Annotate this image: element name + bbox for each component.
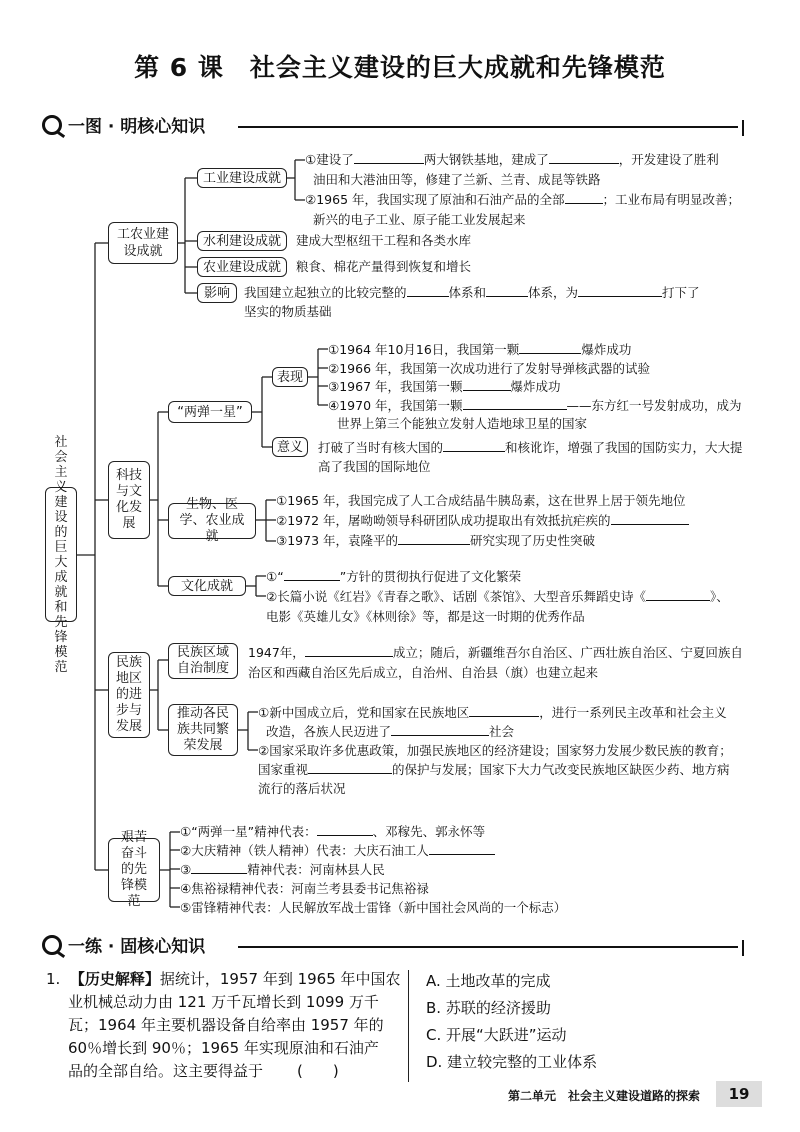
q-logo-icon xyxy=(42,935,62,955)
root-box: 社会主义建设的巨大成就和先锋模范 xyxy=(45,487,77,622)
node-two-bombs-one-star: “两弹一星” xyxy=(168,401,252,423)
question-line: 据统计，1957 年到 1965 年中国农 xyxy=(159,970,401,988)
node-agriculture: 农业建设成就 xyxy=(197,257,287,277)
node-culture: 文化成就 xyxy=(168,576,246,596)
bio-line-1: ①1965 年，我国完成了人工合成结晶牛胰岛素，这在世界上居于领先地位 xyxy=(276,493,686,508)
branch-pioneers: 艰苦奋斗的先锋模范 xyxy=(108,838,160,902)
question-tag: 【历史解释】 xyxy=(69,970,160,988)
industry-line-1: ①建设了 两大钢铁基地，建成了 ，开发建设了胜利 xyxy=(305,152,719,167)
impact-line-1: 我国建立起独立的比较完整的 体系和 体系，为 打下了 xyxy=(244,285,700,300)
question-line: 60％增长到 90％；1965 年实现原油和石油产 xyxy=(68,1039,379,1057)
meaning-line-1: 打破了当时有核大国的 和核讹诈，增强了我国的国防实力，大大提 xyxy=(318,440,743,455)
impact-line-2: 坚实的物质基础 xyxy=(244,304,332,319)
prosper-line-2: 改造，各族人民迈进了 社会 xyxy=(266,724,515,739)
water-text: 建成大型枢纽干工程和各类水库 xyxy=(296,233,472,248)
section-title: 一练 · 固核心知识 xyxy=(68,937,206,957)
divider xyxy=(238,946,738,948)
pioneer-line-4: ④焦裕禄精神代表：河南兰考县委书记焦裕禄 xyxy=(180,881,429,896)
autonomy-line-2: 治区和西藏自治区先后成立，自治州、自治县（旗）也建立起来 xyxy=(248,665,599,680)
pioneer-line-5: ⑤雷锋精神代表：人民解放军战士雷锋（新中国社会风尚的一个标志） xyxy=(180,900,567,915)
meaning-line-2: 高了我国的国际地位 xyxy=(318,459,431,474)
show-line-3: ③1967 年，我国第一颗 爆炸成功 xyxy=(328,379,561,394)
autonomy-line-1: 1947年， 成立；随后，新疆维吾尔自治区、广西壮族自治区、宁夏回族自 xyxy=(248,645,743,660)
question-line: 瓦；1964 年主要机器设备自给率由 1957 年的 xyxy=(68,1016,384,1034)
question-1 xyxy=(46,968,401,1083)
bio-line-3: ③1973 年，袁隆平的 研究实现了历史性突破 xyxy=(276,533,596,548)
branch-ethnic-regions: 民族地区的进步与发展 xyxy=(108,652,150,738)
node-common-prosperity: 推动各民族共同繁荣发展 xyxy=(168,704,238,756)
divider-tail xyxy=(736,940,744,956)
branch-industry-agri: 工农业建设成就 xyxy=(108,222,178,264)
node-meaning: 意义 xyxy=(272,437,308,457)
answer-paren: ( ) xyxy=(297,1062,339,1080)
footer-unit: 第二单元 社会主义建设道路的探索 xyxy=(508,1089,701,1103)
page-number: 19 xyxy=(716,1081,762,1107)
pioneer-line-2: ②大庆精神（铁人精神）代表：大庆石油工人 xyxy=(180,841,495,860)
show-line-5: 世界上第三个能独立发射人造地球卫星的国家 xyxy=(337,416,588,431)
node-impact: 影响 xyxy=(197,283,237,303)
question-line: 品的全部自给。这主要得益于 xyxy=(68,1062,264,1080)
node-water: 水利建设成就 xyxy=(197,231,287,251)
section-header-2 xyxy=(42,932,205,957)
node-industry: 工业建设成就 xyxy=(197,168,287,188)
bio-line-2: ②1972 年，屠呦呦领导科研团队成功提取出有效抵抗疟疾的 xyxy=(276,511,689,530)
question-line: 业机械总动力由 121 万千瓦增长到 1099 万千 xyxy=(68,993,379,1011)
show-line-2: ②1966 年，我国第一次成功进行了发射导弹核武器的试验 xyxy=(328,361,650,376)
show-line-1: ①1964 年10月16日，我国第一颗 爆炸成功 xyxy=(328,342,632,357)
branch-tech-culture: 科技与文化发展 xyxy=(108,461,150,539)
option-c[interactable]: C. 开展“大跃进”运动 xyxy=(426,1026,567,1044)
culture-line-1: ①“ ”方针的贯彻执行促进了文化繁荣 xyxy=(266,569,522,584)
node-regional-autonomy: 民族区域自治制度 xyxy=(168,643,238,679)
industry-line-4: 新兴的电子工业、原子能工业发展起来 xyxy=(313,212,526,227)
industry-line-3: ②1965 年，我国实现了原油和石油产品的全部 ；工业布局有明显改善； xyxy=(305,192,741,207)
options-list xyxy=(426,968,597,1076)
section-title: 一图 · 明核心知识 xyxy=(68,117,206,137)
industry-line-2: 油田和大港油田等，修建了兰新、兰青、成昆等铁路 xyxy=(313,172,601,187)
show-line-4: ④1970 年，我国第一颗 ——东方红一号发射成功，成为 xyxy=(328,398,742,413)
agri-text: 粮食、棉花产量得到恢复和增长 xyxy=(296,259,472,274)
culture-line-3: 电影《英雄儿女》《林则徐》等，都是这一时期的优秀作品 xyxy=(266,609,585,624)
node-bio-med-agri: 生物、医学、农业成就 xyxy=(168,503,256,539)
option-d[interactable]: D. 建立较完整的工业体系 xyxy=(426,1053,598,1071)
node-show: 表现 xyxy=(272,367,308,387)
vertical-divider xyxy=(408,970,409,1082)
question-number: 1. xyxy=(46,970,61,988)
prosper-line-5: 流行的落后状况 xyxy=(258,781,346,796)
prosper-line-1: ①新中国成立后，党和国家在民族地区 ，进行一系列民主改革和社会主义 xyxy=(258,705,727,720)
pioneer-line-1: ①“两弹一星”精神代表： 、邓稼先、郭永怀等 xyxy=(180,824,486,839)
option-b[interactable]: B. 苏联的经济援助 xyxy=(426,999,551,1017)
prosper-line-3: ②国家采取许多优惠政策，加强民族地区的经济建设；国家努力发展少数民族的教育； xyxy=(258,743,732,758)
prosper-line-4: 国家重视 的保护与发展；国家下大力气改变民族地区缺医少药、地方病 xyxy=(258,762,730,777)
option-a[interactable]: A. 土地改革的完成 xyxy=(426,972,551,990)
culture-line-2: ②长篇小说《红岩》《青春之歌》、话剧《茶馆》、大型音乐舞蹈史诗《 》、 xyxy=(266,589,729,604)
page-title: 第 6 课 社会主义建设的巨大成就和先锋模范 xyxy=(134,53,666,82)
pioneer-line-3: ③ 精神代表：河南林县人民 xyxy=(180,862,385,877)
